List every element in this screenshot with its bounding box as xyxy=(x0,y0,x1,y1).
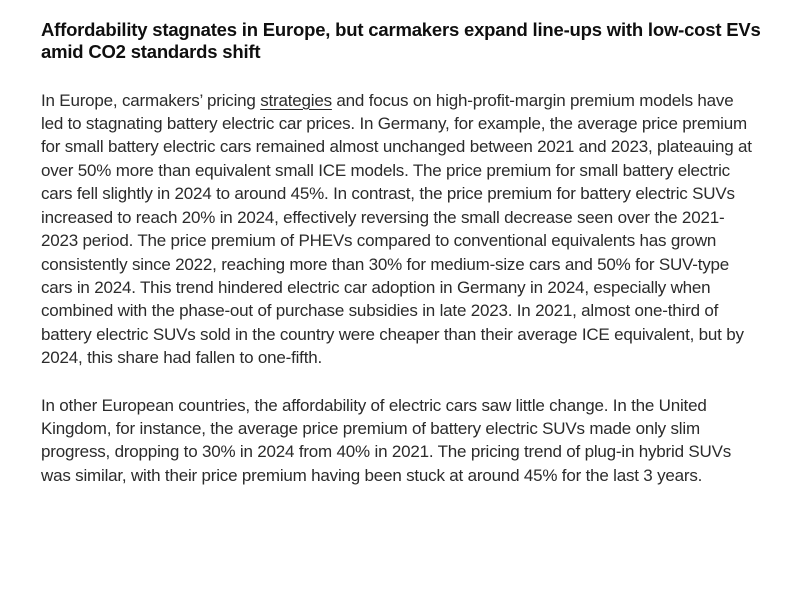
paragraph-europe-pricing xyxy=(41,89,760,370)
paragraph-other-countries: In other European countries, the affordability of electric cars saw little change. In the United Kingdom, for instance, the average price premium of battery electric SUVs made only slim progress, dropping to 30% in 2024 from 40% in 2021. The pricing trend of plug-in hybrid SUVs was similar, with their price premium having been stuck at around 45% for the last 3 years. xyxy=(41,395,732,485)
strategies-link[interactable]: strategies xyxy=(260,90,332,110)
article-heading: Affordability stagnates in Europe, but carmakers expand line-ups with low-cost EVs amid CO2 standards shift xyxy=(41,19,761,62)
paragraph-text-after-link: and focus on high-profit-margin premium models have led to stagnating battery electric car prices. In Germany, for example, the average price premium for small battery electric cars remained almost unchanged between 2021 and 2023, plateauing at over 50% more than equivalent small ICE models. The price premium for small battery electric cars fell slightly in 2024 to around 45%. In contrast, the price premium for battery electric SUVs increased to reach 20% in 2024, effectively reversing the small decrease seen over the 2021-2023 period. The price premium of PHEVs compared to conventional equivalents has grown consistently since 2022, reaching more than 30% for medium-size cars and 50% for SUV-type cars in 2024. This trend hindered electric car adoption in Germany in 2024, especially when combined with the phase-out of purchase subsidies in late 2023. In 2021, almost one-third of battery electric SUVs sold in the country were cheaper than their average ICE equivalent, but by 2024, this share had fallen to one-fifth. xyxy=(41,90,752,368)
paragraph-text-before-link: In Europe, carmakers’ pricing xyxy=(41,90,261,110)
